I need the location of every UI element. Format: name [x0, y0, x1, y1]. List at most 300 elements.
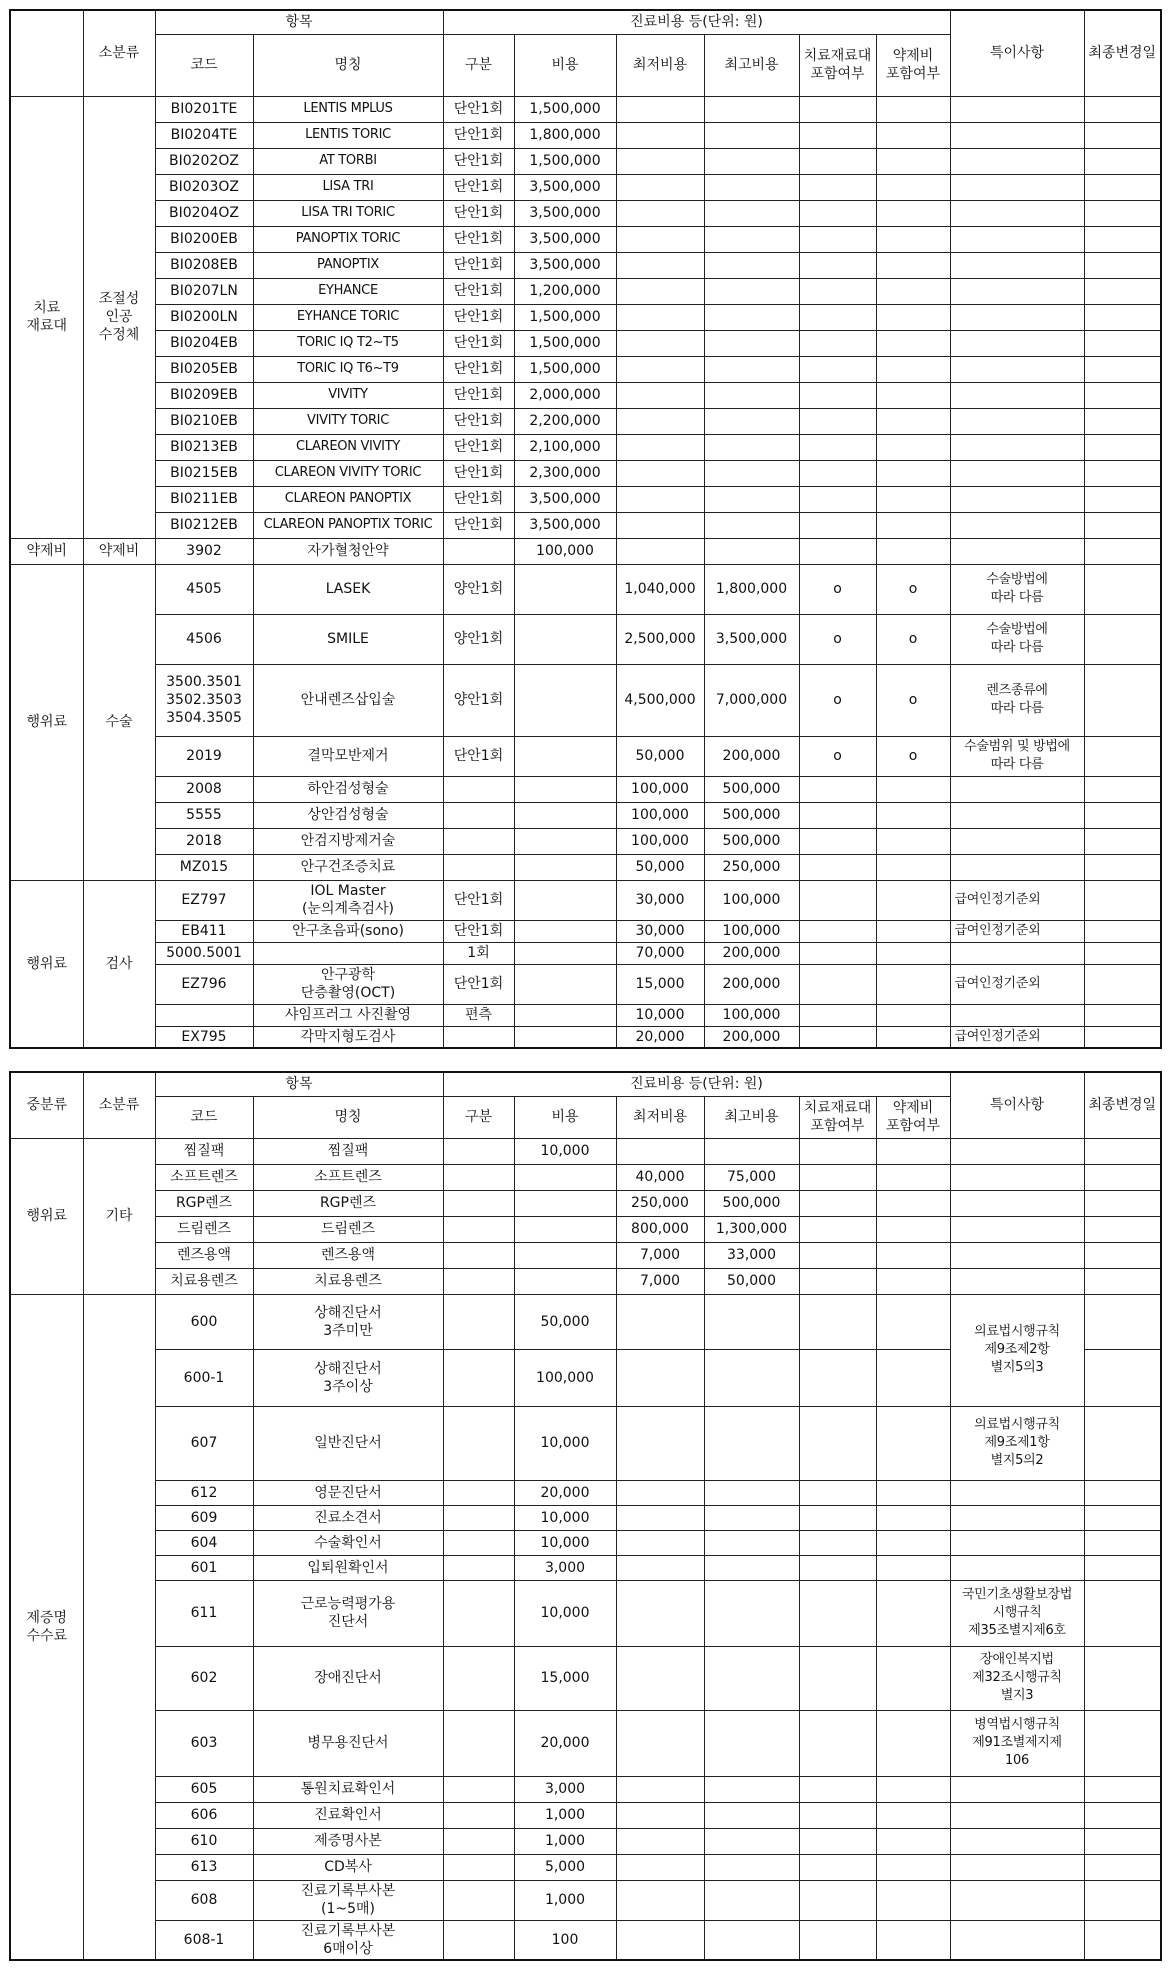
cell-name: LENTIS TORIC [253, 122, 443, 148]
cell-name: PANOPTIX [253, 252, 443, 278]
cell-incl-drug [876, 382, 950, 408]
cell-incl-material [799, 460, 876, 486]
cell-name: VIVITY TORIC [253, 408, 443, 434]
cell-code: BI0215EB [155, 460, 253, 486]
cell-name: IOL Master (눈의계측검사) [253, 880, 443, 920]
cell-name: 자가혈청안약 [253, 538, 443, 564]
cell-note [950, 1138, 1084, 1164]
cell-name: LASEK [253, 564, 443, 614]
cell-note [950, 226, 1084, 252]
cell-code: 5000.5001 [155, 942, 253, 964]
group-exam-minor: 검사 [83, 880, 155, 1048]
cell-incl-material [799, 382, 876, 408]
cell-min [616, 1802, 704, 1828]
cell-note [950, 278, 1084, 304]
cell-incl-material [799, 1242, 876, 1268]
cell-note [950, 382, 1084, 408]
cell-code: EX795 [155, 1026, 253, 1048]
table-row [10, 1580, 1161, 1646]
cell-incl-drug [876, 1854, 950, 1880]
cell-code: EZ797 [155, 880, 253, 920]
cell-cost: 10,000 [514, 1138, 616, 1164]
cell-type: 1회 [443, 942, 514, 964]
cell-type [443, 1026, 514, 1048]
cell-max [704, 538, 799, 564]
cell-min [616, 174, 704, 200]
cell-note [950, 776, 1084, 802]
cell-name: 찜질팩 [253, 1138, 443, 1164]
cell-code: RGP렌즈 [155, 1190, 253, 1216]
cell-type: 단안1회 [443, 278, 514, 304]
table-row [10, 278, 1161, 304]
cell-note [950, 1164, 1084, 1190]
header-minor: 소분류 [83, 1072, 155, 1138]
cell-min: 15,000 [616, 964, 704, 1004]
header-type: 구분 [443, 34, 514, 96]
table-row [10, 1555, 1161, 1580]
cell-cost [514, 776, 616, 802]
cell-max [704, 174, 799, 200]
cell-incl-material [799, 330, 876, 356]
cell-incl-material [799, 122, 876, 148]
cell-incl-drug [876, 304, 950, 330]
cell-cost [514, 1216, 616, 1242]
header-incl-drug: 약제비 포함여부 [876, 34, 950, 96]
cell-min: 7,000 [616, 1268, 704, 1294]
cell-code: BI0204TE [155, 122, 253, 148]
cell-type [443, 1190, 514, 1216]
cell-note [950, 1505, 1084, 1530]
cell-type: 단안1회 [443, 330, 514, 356]
cell-last-change [1084, 200, 1161, 226]
cell-last-change [1084, 1828, 1161, 1854]
cell-cost: 1,000 [514, 1828, 616, 1854]
header-cost: 비용 [514, 34, 616, 96]
cell-incl-drug [876, 434, 950, 460]
cell-note [950, 330, 1084, 356]
cell-max: 200,000 [704, 736, 799, 776]
cell-max [704, 1138, 799, 1164]
cell-incl-material [799, 854, 876, 880]
cell-cost [514, 964, 616, 1004]
cell-last-change [1084, 278, 1161, 304]
cell-name: 안구초음파(sono) [253, 920, 443, 942]
cell-name: 안검지방제거술 [253, 828, 443, 854]
table-1-header [10, 10, 1161, 96]
cell-last-change [1084, 736, 1161, 776]
cell-type [443, 1802, 514, 1828]
cell-type [443, 1480, 514, 1505]
cell-last-change [1084, 1480, 1161, 1505]
table-row [10, 828, 1161, 854]
cell-last-change [1084, 964, 1161, 1004]
cell-incl-material [799, 1854, 876, 1880]
cell-name: 진료기록부사본 (1~5매) [253, 1880, 443, 1920]
cell-max: 1,800,000 [704, 564, 799, 614]
fee-table-2 [9, 1071, 1162, 1961]
table-row [10, 854, 1161, 880]
cell-note [950, 148, 1084, 174]
cell-min [616, 486, 704, 512]
cell-last-change [1084, 1802, 1161, 1828]
cell-incl-drug [876, 964, 950, 1004]
group-drug-major: 약제비 [10, 538, 83, 564]
cell-last-change [1084, 1646, 1161, 1710]
cell-incl-material [799, 1646, 876, 1710]
header-notes: 특이사항 [950, 10, 1084, 96]
cell-last-change [1084, 1555, 1161, 1580]
cell-max [704, 278, 799, 304]
cell-code: BI0209EB [155, 382, 253, 408]
cell-incl-material [799, 512, 876, 538]
table-row [10, 408, 1161, 434]
table-row [10, 736, 1161, 776]
cell-last-change [1084, 434, 1161, 460]
group-other-major: 행위료 [10, 1138, 83, 1294]
cell-type [443, 1505, 514, 1530]
cell-incl-drug [876, 538, 950, 564]
cell-note [950, 942, 1084, 964]
cell-type: 단안1회 [443, 122, 514, 148]
cell-incl-drug [876, 330, 950, 356]
cell-min: 4,500,000 [616, 664, 704, 736]
cell-code: BI0200LN [155, 304, 253, 330]
cell-note [950, 538, 1084, 564]
cell-last-change [1084, 1530, 1161, 1555]
cell-cost [514, 942, 616, 964]
cell-code: 2018 [155, 828, 253, 854]
cell-incl-drug [876, 1480, 950, 1505]
table-row [10, 614, 1161, 664]
cell-incl-material [799, 252, 876, 278]
cell-cost: 1,500,000 [514, 330, 616, 356]
group-exam-major: 행위료 [10, 880, 83, 1048]
cell-min [616, 356, 704, 382]
cell-incl-drug [876, 828, 950, 854]
cell-code: 601 [155, 1555, 253, 1580]
cell-max: 100,000 [704, 920, 799, 942]
cell-min [616, 96, 704, 122]
cell-min [616, 1646, 704, 1710]
cell-min [616, 122, 704, 148]
cell-cost [514, 1242, 616, 1268]
header-incl-drug: 약제비 포함여부 [876, 1096, 950, 1138]
cell-type [443, 1349, 514, 1406]
cell-incl-material [799, 1216, 876, 1242]
cell-incl-material [799, 1026, 876, 1048]
cell-incl-material [799, 802, 876, 828]
cell-name: CLAREON PANOPTIX TORIC [253, 512, 443, 538]
cell-name: 일반진단서 [253, 1406, 443, 1480]
cell-incl-drug [876, 1004, 950, 1026]
cell-name: 진료기록부사본 6매이상 [253, 1920, 443, 1960]
cell-name: 진료소견서 [253, 1505, 443, 1530]
cell-note [950, 460, 1084, 486]
cell-cost [514, 854, 616, 880]
cell-name: EYHANCE TORIC [253, 304, 443, 330]
cell-code: 찜질팩 [155, 1138, 253, 1164]
cell-cost: 2,000,000 [514, 382, 616, 408]
cell-note: 수술범위 및 방법에 따라 다름 [950, 736, 1084, 776]
cell-code: BI0203OZ [155, 174, 253, 200]
cell-max: 75,000 [704, 1164, 799, 1190]
cell-type: 단안1회 [443, 920, 514, 942]
header-last-change: 최종변경일 [1084, 10, 1161, 96]
cell-name: 안구광학 단층촬영(OCT) [253, 964, 443, 1004]
cell-min: 30,000 [616, 880, 704, 920]
cell-min: 250,000 [616, 1190, 704, 1216]
cell-cost: 3,500,000 [514, 512, 616, 538]
cell-incl-material: ο [799, 736, 876, 776]
cell-note [950, 174, 1084, 200]
cell-last-change [1084, 614, 1161, 664]
cell-max: 1,300,000 [704, 1216, 799, 1242]
cell-cost: 1,000 [514, 1802, 616, 1828]
cell-note [950, 1190, 1084, 1216]
cell-max [704, 1854, 799, 1880]
cell-name: 통원치료확인서 [253, 1776, 443, 1802]
cell-max: 500,000 [704, 802, 799, 828]
cell-code: 605 [155, 1776, 253, 1802]
cell-name: 진료확인서 [253, 1802, 443, 1828]
cell-last-change [1084, 512, 1161, 538]
header-min: 최저비용 [616, 1096, 704, 1138]
cell-cost: 1,500,000 [514, 148, 616, 174]
cell-code: 600 [155, 1294, 253, 1349]
cell-last-change [1084, 96, 1161, 122]
cell-note [950, 1802, 1084, 1828]
cell-incl-drug [876, 1242, 950, 1268]
table-row [10, 1530, 1161, 1555]
table-row [10, 1026, 1161, 1048]
cell-min [616, 460, 704, 486]
cell-min [616, 1828, 704, 1854]
cell-type: 양안1회 [443, 564, 514, 614]
cell-max [704, 460, 799, 486]
cell-max: 33,000 [704, 1242, 799, 1268]
table-row [10, 964, 1161, 1004]
cell-incl-drug [876, 1268, 950, 1294]
cell-last-change [1084, 1004, 1161, 1026]
table-row [10, 1216, 1161, 1242]
cell-last-change [1084, 148, 1161, 174]
cell-type: 양안1회 [443, 664, 514, 736]
cell-incl-drug [876, 148, 950, 174]
table-row [10, 252, 1161, 278]
cell-type: 양안1회 [443, 614, 514, 664]
cell-note [950, 1854, 1084, 1880]
cell-last-change [1084, 1268, 1161, 1294]
cell-max: 50,000 [704, 1268, 799, 1294]
table-row [10, 1710, 1161, 1776]
cell-last-change [1084, 486, 1161, 512]
cell-cost: 10,000 [514, 1580, 616, 1646]
cell-incl-drug: ο [876, 564, 950, 614]
table-row [10, 802, 1161, 828]
cell-max [704, 408, 799, 434]
cell-max: 100,000 [704, 880, 799, 920]
cell-last-change [1084, 1580, 1161, 1646]
cell-max: 250,000 [704, 854, 799, 880]
cell-last-change [1084, 460, 1161, 486]
cell-code: 3500.3501 3502.3503 3504.3505 [155, 664, 253, 736]
cell-code: 606 [155, 1802, 253, 1828]
header-major: 중분류 [10, 1072, 83, 1138]
cell-last-change [1084, 1349, 1161, 1406]
cell-note [950, 1880, 1084, 1920]
cell-min [616, 1710, 704, 1776]
fee-table-1 [9, 9, 1162, 1049]
table-row [10, 942, 1161, 964]
cell-name: 안구건조증치료 [253, 854, 443, 880]
cell-code: 607 [155, 1406, 253, 1480]
cell-min [616, 226, 704, 252]
cell-type: 단안1회 [443, 304, 514, 330]
cell-cost: 10,000 [514, 1406, 616, 1480]
cell-cost: 3,500,000 [514, 486, 616, 512]
cell-incl-material [799, 964, 876, 1004]
cell-name: 각막지형도검사 [253, 1026, 443, 1048]
table-2-header [10, 1072, 1161, 1138]
cell-incl-drug [876, 408, 950, 434]
header-incl-material: 치료재료대 포함여부 [799, 1096, 876, 1138]
cell-last-change [1084, 252, 1161, 278]
cell-incl-drug: ο [876, 614, 950, 664]
cell-cost [514, 920, 616, 942]
cell-code: 4506 [155, 614, 253, 664]
cell-incl-material [799, 1880, 876, 1920]
group-cert-minor [83, 1294, 155, 1960]
cell-code: 600-1 [155, 1349, 253, 1406]
cell-incl-material: ο [799, 614, 876, 664]
cell-incl-drug [876, 356, 950, 382]
cell-note [950, 122, 1084, 148]
cell-max: 200,000 [704, 964, 799, 1004]
cell-code: MZ015 [155, 854, 253, 880]
cell-code: BI0200EB [155, 226, 253, 252]
table-row [10, 1164, 1161, 1190]
cell-name: LISA TRI TORIC [253, 200, 443, 226]
cell-max: 500,000 [704, 776, 799, 802]
cell-note [950, 1004, 1084, 1026]
cell-min [616, 1406, 704, 1480]
cell-incl-material [799, 1920, 876, 1960]
cell-incl-material: ο [799, 564, 876, 614]
cell-incl-drug [876, 1776, 950, 1802]
cell-max [704, 1294, 799, 1349]
cell-type [443, 1646, 514, 1710]
cell-cost [514, 1004, 616, 1026]
cell-incl-drug [876, 1294, 950, 1349]
cell-code: 608 [155, 1880, 253, 1920]
cell-code: 소프트렌즈 [155, 1164, 253, 1190]
cell-incl-material [799, 304, 876, 330]
cell-incl-drug [876, 1190, 950, 1216]
cell-last-change [1084, 564, 1161, 614]
cell-min [616, 382, 704, 408]
cell-cost: 1,500,000 [514, 356, 616, 382]
cell-note [950, 252, 1084, 278]
cell-incl-material [799, 1004, 876, 1026]
cell-incl-drug [876, 252, 950, 278]
cell-incl-material [799, 1710, 876, 1776]
cell-incl-material [799, 278, 876, 304]
cell-code: 612 [155, 1480, 253, 1505]
cell-last-change [1084, 920, 1161, 942]
cell-incl-material [799, 434, 876, 460]
cell-type: 단안1회 [443, 736, 514, 776]
cell-min: 100,000 [616, 828, 704, 854]
cell-code: EZ796 [155, 964, 253, 1004]
cell-incl-material [799, 538, 876, 564]
cell-type: 단안1회 [443, 226, 514, 252]
cell-code: 3902 [155, 538, 253, 564]
cell-cost: 3,000 [514, 1555, 616, 1580]
header-incl-material: 치료재료대 포함여부 [799, 34, 876, 96]
cell-note [950, 486, 1084, 512]
cell-note [950, 854, 1084, 880]
cell-incl-material [799, 1164, 876, 1190]
cell-last-change [1084, 1242, 1161, 1268]
cell-incl-drug [876, 200, 950, 226]
cell-max [704, 1920, 799, 1960]
cell-cost: 3,500,000 [514, 252, 616, 278]
cell-code: 렌즈용액 [155, 1242, 253, 1268]
cell-type [443, 1164, 514, 1190]
cell-incl-material [799, 1349, 876, 1406]
table-row [10, 122, 1161, 148]
header-cost-group: 진료비용 등(단위: 원) [443, 1072, 950, 1096]
cell-incl-drug [876, 1406, 950, 1480]
cell-min: 50,000 [616, 854, 704, 880]
cell-cost [514, 1190, 616, 1216]
cell-type [443, 854, 514, 880]
cell-code [155, 1004, 253, 1026]
other-section [10, 1138, 1161, 1294]
cell-max [704, 252, 799, 278]
cell-min [616, 330, 704, 356]
cell-max [704, 148, 799, 174]
cell-note: 장애인복지법 제32조시행규칙 별지3 [950, 1646, 1084, 1710]
cell-last-change [1084, 408, 1161, 434]
header-type: 구분 [443, 1096, 514, 1138]
cell-min: 20,000 [616, 1026, 704, 1048]
table-row [10, 564, 1161, 614]
cell-code: BI0204OZ [155, 200, 253, 226]
cell-incl-drug [876, 486, 950, 512]
cell-note [950, 1480, 1084, 1505]
cell-incl-drug [876, 96, 950, 122]
cell-min: 10,000 [616, 1004, 704, 1026]
cell-max: 500,000 [704, 828, 799, 854]
cell-min [616, 304, 704, 330]
cell-code: 2019 [155, 736, 253, 776]
cell-incl-material [799, 408, 876, 434]
cell-type: 단안1회 [443, 486, 514, 512]
cell-last-change [1084, 304, 1161, 330]
cell-min: 800,000 [616, 1216, 704, 1242]
cell-type: 단안1회 [443, 382, 514, 408]
header-max: 최고비용 [704, 1096, 799, 1138]
cell-last-change [1084, 1164, 1161, 1190]
cell-max [704, 434, 799, 460]
cell-incl-drug [876, 880, 950, 920]
cell-type [443, 1854, 514, 1880]
cell-note [950, 96, 1084, 122]
cell-name [253, 942, 443, 964]
cell-min [616, 1505, 704, 1530]
cell-last-change [1084, 1505, 1161, 1530]
